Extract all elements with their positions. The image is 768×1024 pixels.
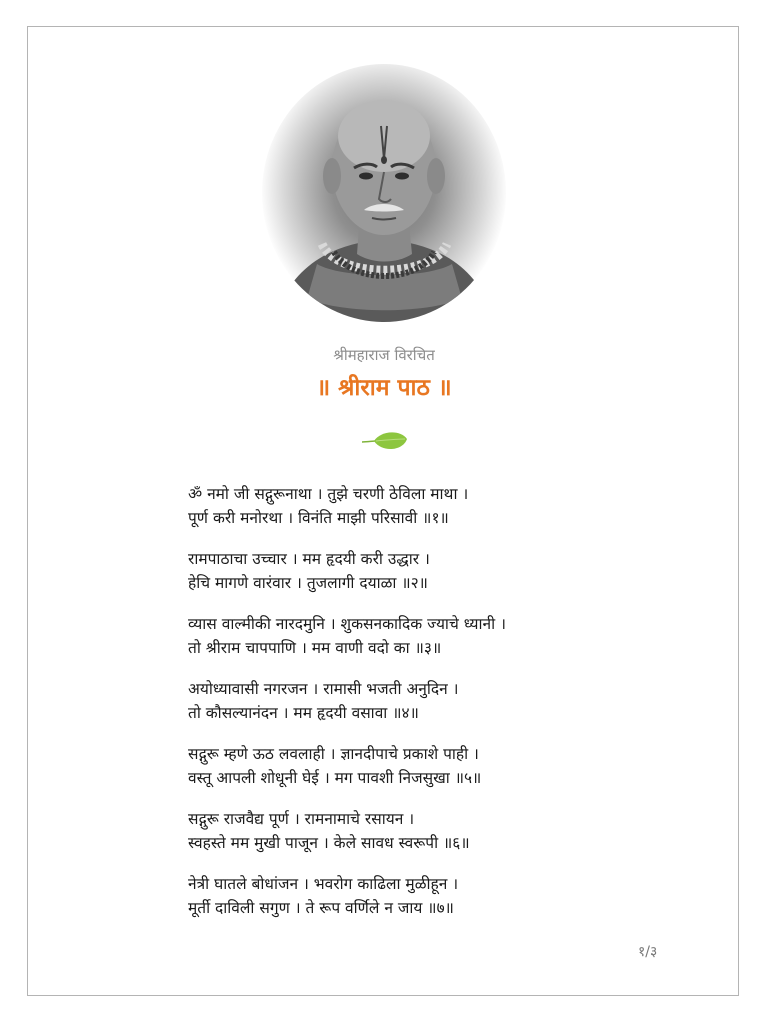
verse-line: सद्गुरू म्हणे ऊठ लवलाही । ज्ञानदीपाचे प्रकाशे पाही ।: [188, 745, 479, 763]
leaf-icon: [360, 429, 410, 455]
verse-line: मूर्ती दाविली सगुण । ते रूप वर्णिले न जाय ॥७॥: [188, 899, 454, 917]
verse-line: तो कौसल्यानंदन । मम हृदयी वसावा ॥४॥: [188, 704, 419, 722]
page-title: ॥ श्रीराम पाठ ॥: [316, 375, 452, 401]
verse-line: स्वहस्ते मम मुखी पाजून । केले सावध स्वरूपी ॥६॥: [188, 834, 470, 852]
verse-4: [188, 677, 608, 725]
verse-1: [188, 482, 608, 530]
verse-line: वस्तू आपली शोधूनी घेई । मग पावशी निजसुखा ॥५॥: [188, 769, 482, 787]
verse-line: हेचि मागणे वारंवार । तुजलागी दयाळा ॥२॥: [188, 574, 428, 592]
verse-6: [188, 807, 608, 855]
portrait-figure: [262, 64, 506, 322]
verse-line: ॐ नमो जी सद्गुरूनाथा । तुझे चरणी ठेविला माथा ।: [188, 485, 469, 503]
verse-line: अयोध्यावासी नगरजन । रामासी भजती अनुदिन ।: [188, 680, 459, 698]
verse-line: पूर्ण करी मनोरथा । विनंति माझी परिसावी ॥१॥: [188, 509, 449, 527]
verse-line: नेत्री घातले बोधांजन । भवरोग काढिला मुळीहून ।: [188, 875, 459, 893]
verse-line: व्यास वाल्मीकी नारदमुनि । शुकसनकादिक ज्याचे ध्यानी ।: [188, 615, 506, 633]
subtitle: श्रीमहाराज विरचित: [333, 346, 435, 364]
verse-list: [188, 482, 608, 937]
verse-5: [188, 742, 608, 790]
portrait-photo: [262, 64, 506, 322]
verse-line: सद्गुरू राजवैद्य पूर्ण । रामनामाचे रसायन ।: [188, 810, 415, 828]
verse-2: [188, 547, 608, 595]
verse-line: तो श्रीराम चापपाणि । मम वाणी वदो का ॥३॥: [188, 639, 442, 657]
page-number: १/३: [638, 944, 658, 960]
verse-line: रामपाठाचा उच्चार । मम हृदयी करी उद्धार ।: [188, 550, 430, 568]
verse-3: [188, 612, 608, 660]
verse-7: [188, 872, 608, 920]
